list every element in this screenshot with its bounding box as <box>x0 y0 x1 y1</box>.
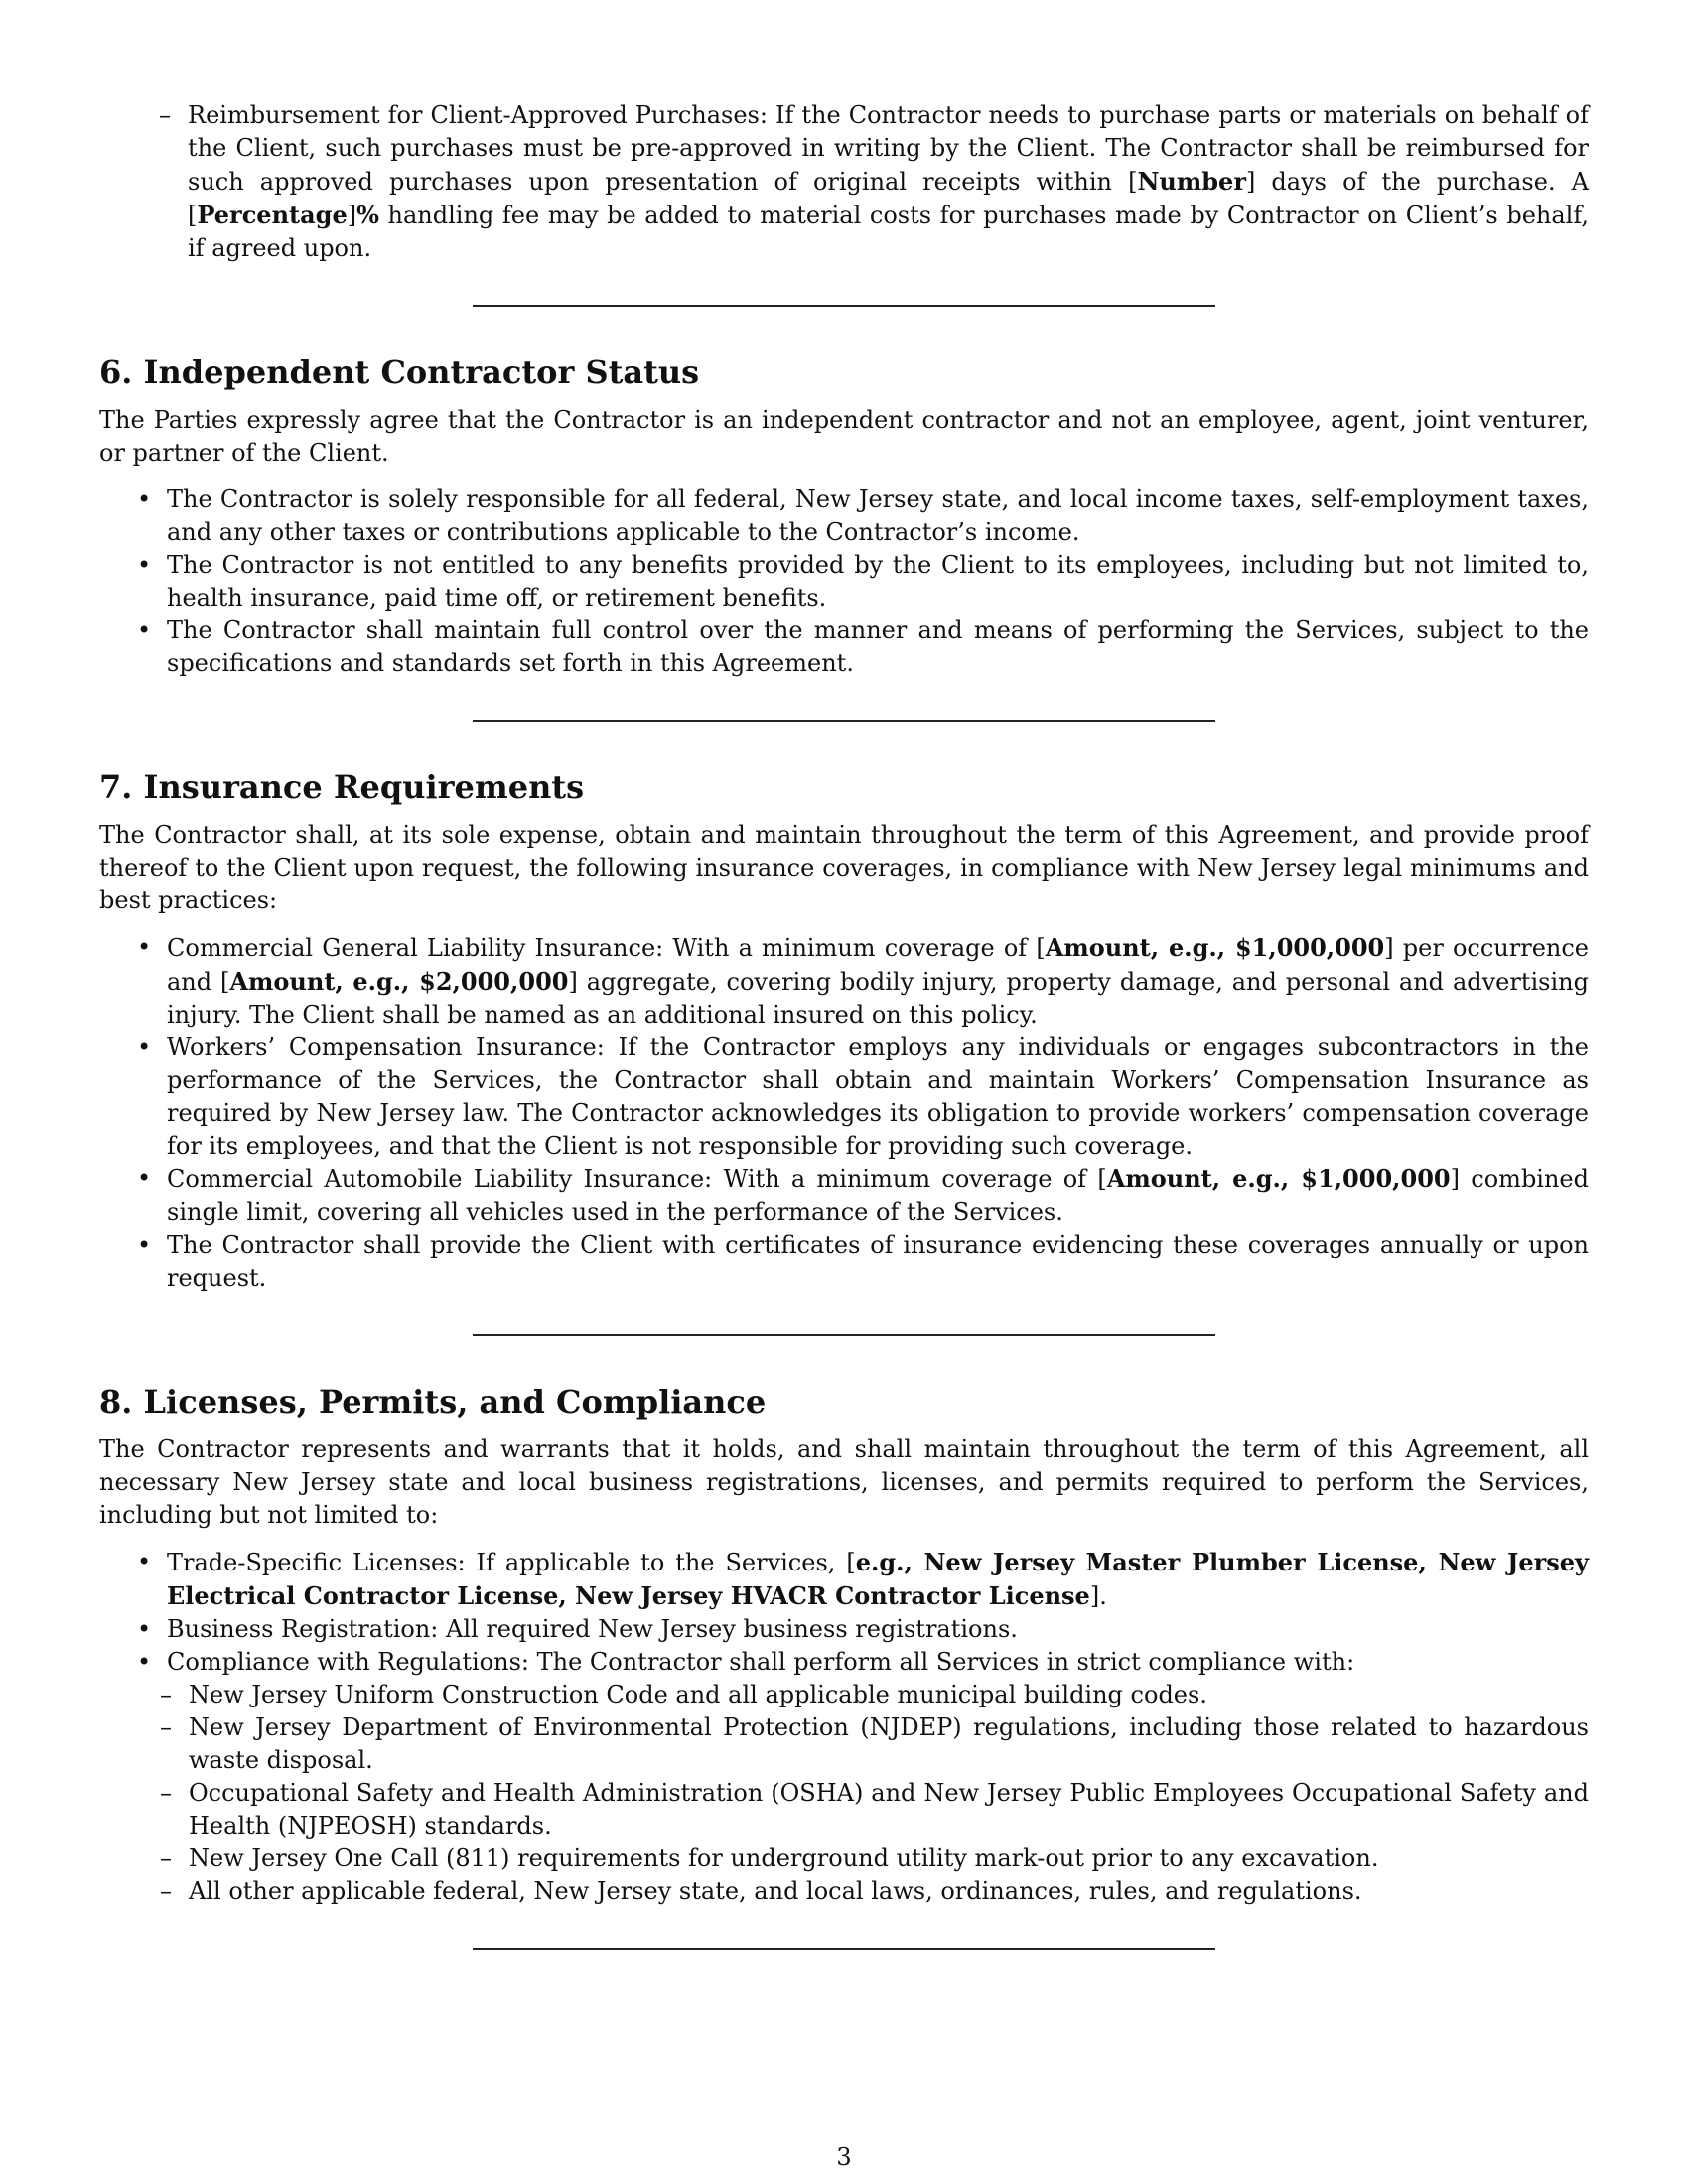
placeholder-amount: Amount, e.g., $1,000,000 <box>1045 933 1385 962</box>
section-divider <box>473 1948 1215 1950</box>
reimbursement-text: Reimbursement for Client-Approved Purchases: If the Contractor needs to purchase parts or materials on behalf of the Client, such purchases must be pre-approved in writing by the Client. The Contractor shall be reimbursed for such approved purchases upon presentation of original receipts within [ <box>188 101 1589 196</box>
section-divider <box>473 720 1215 722</box>
section-7-list <box>99 931 1589 1295</box>
section-6-list <box>99 483 1589 680</box>
section-divider <box>473 1334 1215 1336</box>
list-item <box>99 1646 1589 1908</box>
percent-sign: % <box>356 201 379 229</box>
list-item: • The Contractor is not entitled to any benefits provided by the Client to its employees, including but not limited to, health insurance, paid time off, or retirement benefits. <box>99 549 1589 614</box>
page-number: 3 <box>836 2143 852 2171</box>
reimbursement-item <box>159 99 1589 265</box>
placeholder-licenses: e.g., New Jersey Master Plumber License, New Jersey Electrical Contractor License, New Jersey HVACR Contractor License <box>167 1548 1590 1610</box>
list-item-text: Commercial Automobile Liability Insurance: With a minimum coverage of [ <box>167 1165 1107 1193</box>
section-6-title: 6. Independent Contractor Status <box>99 353 700 391</box>
sub-list-item: – All other applicable federal, New Jersey state, and local laws, ordinances, rules, and regulations. <box>160 1875 1589 1908</box>
list-item: • The Contractor shall provide the Client with certificates of insurance evidencing these coverages annually or upon request. <box>99 1229 1589 1295</box>
section-7-title: 7. Insurance Requirements <box>99 768 585 806</box>
list-item: • The Contractor is solely responsible for all federal, New Jersey state, and local income taxes, self-employment taxes, and any other taxes or contributions applicable to the Contractor’s income. <box>99 483 1589 549</box>
list-item-text: Commercial General Liability Insurance: With a minimum coverage of [ <box>167 934 1046 962</box>
list-item: • The Contractor shall maintain full control over the manner and means of performing the Services, subject to the specifications and standards set forth in this Agreement. <box>99 614 1589 680</box>
section-8-intro: The Contractor represents and warrants that it holds, and shall maintain throughout the term of this Agreement, all necessary New Jersey state and local business registrations, licenses, and permits required to perform the Services, including but not limited to: <box>99 1435 1589 1529</box>
sub-list-item: – New Jersey Uniform Construction Code and all applicable municipal building codes. <box>160 1679 1589 1711</box>
placeholder-amount: Amount, e.g., $2,000,000 <box>229 967 569 996</box>
sub-list-item: – New Jersey Department of Environmental Protection (NJDEP) regulations, including those related to hazardous waste disposal. <box>160 1711 1589 1777</box>
list-item-text: Trade-Specific Licenses: If applicable to the Services, [ <box>167 1549 856 1576</box>
placeholder-amount: Amount, e.g., $1,000,000 <box>1106 1164 1451 1193</box>
list-item-text: ] per occurrence and [ <box>167 934 1590 996</box>
placeholder-number: Number <box>1137 167 1246 196</box>
section-8-list <box>99 1546 1589 1908</box>
list-item-text: ]. <box>1089 1582 1107 1610</box>
list-item <box>99 1546 1589 1613</box>
compliance-sub-list <box>167 1679 1589 1908</box>
reimbursement-text: ] days of the purchase. A [ <box>188 168 1590 229</box>
list-item-text: Compliance with Regulations: The Contractor shall perform all Services in strict compliance with: <box>167 1648 1355 1676</box>
section-7-intro: The Contractor shall, at its sole expense, obtain and maintain throughout the term of this Agreement, and provide proof thereof to the Client upon request, the following insurance coverages, in compliance with New Jersey legal minimums and best practices: <box>99 821 1589 914</box>
list-item: • Business Registration: All required New Jersey business registrations. <box>99 1613 1589 1646</box>
section-divider <box>473 305 1215 307</box>
placeholder-percentage: Percentage <box>197 201 348 229</box>
reimbursement-text: ] <box>347 202 357 229</box>
reimbursement-text: handling fee may be added to material costs for purchases made by Contractor on Client’s behalf, if agreed upon. <box>188 202 1589 262</box>
sub-list-item: – New Jersey One Call (811) requirements for underground utility mark-out prior to any excavation. <box>160 1843 1589 1875</box>
sub-list-item: – Occupational Safety and Health Administration (OSHA) and New Jersey Public Employees Occupational Safety and Health (NJPEOSH) standards. <box>160 1777 1589 1843</box>
list-item <box>99 931 1589 1031</box>
list-item-text: ] combined single limit, covering all vehicles used in the performance of the Services. <box>167 1165 1589 1226</box>
list-item: • Workers’ Compensation Insurance: If the Contractor employs any individuals or engages subcontractors in the performance of the Services, the Contractor shall obtain and maintain Workers’ Compensation Insurance as required by New Jersey law. The Contractor acknowledges its obligation to provide workers’ compensation coverage for its employees, and that the Client is not responsible for providing such coverage. <box>99 1031 1589 1162</box>
section-6-intro: The Parties expressly agree that the Contractor is an independent contractor and not an employee, agent, joint venturer, or partner of the Client. <box>99 406 1589 467</box>
section-8-title: 8. Licenses, Permits, and Compliance <box>99 1383 767 1421</box>
list-item <box>99 1162 1589 1229</box>
reimbursement-list <box>99 99 1589 265</box>
list-item-text: ] aggregate, covering bodily injury, property damage, and personal and advertising injury. The Client shall be named as an additional insured on this policy. <box>167 968 1589 1028</box>
